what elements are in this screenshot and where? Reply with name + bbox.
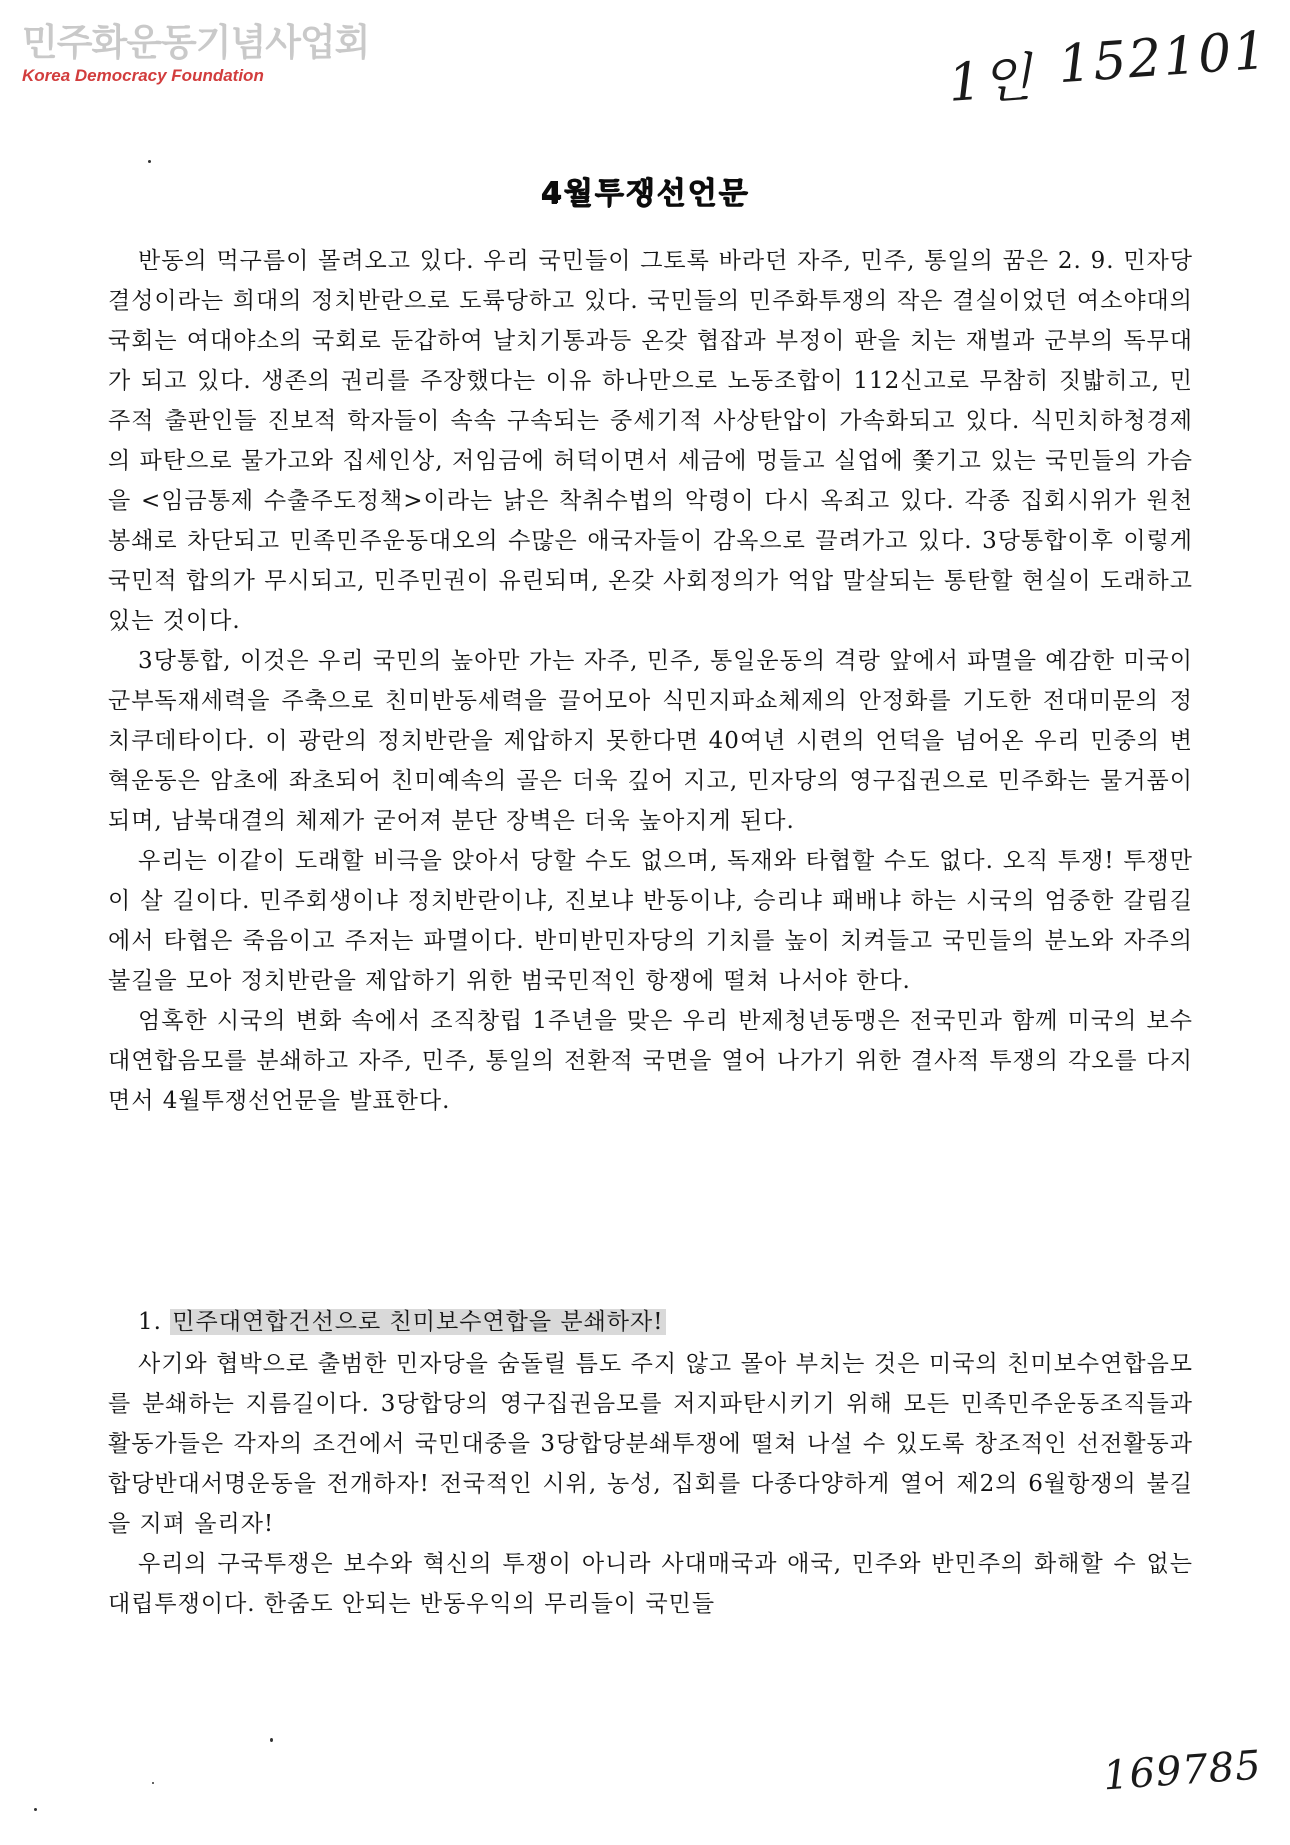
watermark-korean-text: 민주화운동기념사업회 [22,21,370,64]
scan-speck [148,160,151,163]
intro-body [108,241,1193,1121]
handwritten-archive-number: 169785 [1101,1742,1264,1800]
section-1-body [108,1344,1193,1624]
intro-paragraph: 반동의 먹구름이 몰려오고 있다. 우리 국민들이 그토록 바라던 자주, 민주, 통일의 꿈은 2. 9. 민자당 결성이라는 희대의 정치반란으로 도륙당하고 있다. 국민들의 민주화투쟁의 작은 결실이었던 여소야대의 국회는 여대야소의 국회로 둔갑하여 날치기통과등 온갖 협잡과 부정이 판을 치는 재벌과 군부의 독무대가 되고 있다. 생존의 권리를 주장했다는 이유 하나만으로 노동조합이 112신고로 무참히 짓밟히고, 민주적 출판인들 진보적 학자들이 속속 구속되는 중세기적 사상탄압이 가속화되고 있다. 식민치하청경제의 파탄으로 물가고와 집세인상, 저임금에 허덕이면서 세금에 멍들고 실업에 쫓기고 있는 국민들의 가슴을 <임금통제 수출주도정책>이라는 낡은 착취수법의 악령이 다시 옥죄고 있다. 각종 집회시위가 원천봉쇄로 차단되고 민족민주운동대오의 수많은 애국자들이 감옥으로 끌려가고 있다. 3당통합이후 이렇게 국민적 합의가 무시되고, 민주민권이 유린되며, 온갖 사회정의가 억압 말살되는 통탄할 현실이 도래하고 있는 것이다. [108,248,1193,634]
handwritten-note-top-left: 1인 [946,48,1034,114]
intro-paragraph: 엄혹한 시국의 변화 속에서 조직창립 1주년을 맞은 우리 반제청년동맹은 전국민과 함께 미국의 보수대연합음모를 분쇄하고 자주, 민주, 통일의 전환적 국면을 열어 나가기 위한 결사적 투쟁의 각오를 다지면서 4월투쟁선언문을 발표한다. [108,1008,1193,1114]
intro-paragraph: 우리는 이같이 도래할 비극을 앉아서 당할 수도 없으며, 독재와 타협할 수도 없다. 오직 투쟁! 투쟁만이 살 길이다. 민주회생이냐 정치반란이냐, 진보냐 반동이냐, 승리냐 패배냐 하는 시국의 엄중한 갈림길에서 타협은 죽음이고 주저는 파멸이다. 반미반민자당의 기치를 높이 치켜들고 국민들의 분노와 자주의 불길을 모아 정치반란을 제압하기 위한 범국민적인 항쟁에 떨쳐 나서야 한다. [108,848,1193,994]
section-paragraph: 우리의 구국투쟁은 보수와 혁신의 투쟁이 아니라 사대매국과 애국, 민주와 반민주의 화해할 수 없는 대립투쟁이다. 한줌도 안되는 반동우익의 무리들이 국민들 [108,1551,1193,1617]
section-1-heading [138,1304,666,1340]
section-paragraph: 사기와 협박으로 출범한 민자당을 숨돌릴 틈도 주지 않고 몰아 부치는 것은 미국의 친미보수연합음모를 분쇄하는 지름길이다. 3당합당의 영구집권음모를 저지파탄시키기 위해 모든 민족민주운동조직들과 활동가들은 각자의 조건에서 국민대중을 3당합당분쇄투쟁에 떨쳐 나설 수 있도록 창조적인 선전활동과 합당반대서명운동을 전개하자! 전국적인 시위, 농성, 집회를 다종다양하게 열어 제2의 6월항쟁의 불길을 지펴 올리자! [108,1351,1193,1537]
document-title: 4월투쟁선언문 [540,176,750,211]
scan-speck [34,1808,37,1811]
scan-speck [152,1782,154,1784]
intro-paragraph: 3당통합, 이것은 우리 국민의 높아만 가는 자주, 민주, 통일운동의 격랑 앞에서 파멸을 예감한 미국이 군부독재세력을 주축으로 친미반동세력을 끌어모아 식민지파쇼체제의 안정화를 기도한 전대미문의 정치쿠데타이다. 이 광란의 정치반란을 제압하지 못한다면 40여년 시련의 언덕을 넘어온 우리 민중의 변혁운동은 암초에 좌초되어 친미예속의 골은 더욱 깊어 지고, 민자당의 영구집권으로 민주화는 물거품이 되며, 남북대결의 체제가 굳어져 분단 장벽은 더욱 높아지게 된다. [108,648,1193,834]
watermark-english-text: Korea Democracy Foundation [22,66,264,85]
foundation-watermark [22,22,369,88]
section-heading-text: 민주대연합건선으로 친미보수연합을 분쇄하자! [172,1309,664,1335]
section-number: 1. [138,1309,162,1335]
handwritten-document-number: 152101 [1056,20,1271,96]
scan-speck [270,1738,273,1742]
